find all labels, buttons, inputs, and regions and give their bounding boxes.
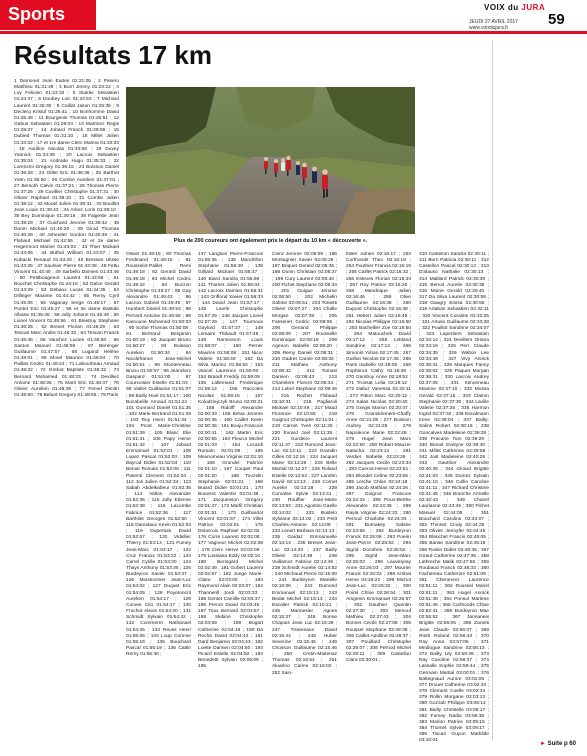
runners-photo <box>126 87 415 234</box>
section-title: Sports <box>8 4 66 24</box>
results-column-2: Olivier 01:49:15 ; 80 Thomas Ferdinand 01:49:15 ; 81 Rousselot-Paillet Remi 01:49:18 ; 82 Gerard David 01:49:18 ; 83 Michel Cedric 01:49:22 ; 84 Buzzon Christophe 01:49:27 ; 85 Gay Alexandre 01:49:43 ; 86 Lacroix Gabriel 01:49:49 ; 87 Humbert Daniel 01:49:53 ; 88 Perrard Antoine 01:49:56 ; 89 Kamoune Mohamed 01:50:03 ; 90 Sorbe Thomas 01:50:08 ; 91 Bertrand Benjamin 01:50:19 ; 92 Jacquet Bruno 01:50:27 ; 93 Boisson Aurelien 01:50:34 ; 94 Nicolefrance Jean-Michel 01:50:51 ; 95 Montenneau Bruno 01:50:57 ; 96 Jeanclerc Gaspard 01:51:00 ; 97 Courvoisier Estelle 01:51:03 ; 98 Viallet Guillaume 01:51:07 ; 99 Bailly Noel 01:51:17 ; 100 Bocabeille Arnaud 01:51:21 ; 101 Gonnard Daniel 01:51:25 ; 102 Marie Bertrand 01:51:28 ; 103 Roy Henri 01:51:34 ; 104 Prost Marie-Christine 01:51:39 ; 105 Blanc Elie 01:51:41 ; 106 Papy Herve 01:51:42 ; 107 Jobard Emmanuel 01:52:01 ; 108 Lopez Pascal 01:52:03 ; 109 Bayrod Didier 01:52:04 ; 110 Benoit Romain 01:52:06 ; 111 Pasenti Clement 01:52:04 ; 112 Jos Julien 01:52:34 ; 113 Sabah Abdelkabeur 01:52:35 ; 114 Vallon Alexandre 01:52:36 ; 115 Jully Etienne 01:52:38 ; 116 Lacombe Fabrice 01:52:36 ; 117 Barthilet Georges 01:52:50 ; 118 Damidaux Kevin 01:52:53 ; 119 Dupertuis David 01:52:57 ; 120 Vidallier Thierry 01:53:13 ; 121 Fumey Jean-Marc 01:53:17 ; 122 Cruz Francis 01:53:22 ; 123 Carrel Cyrille 01:53:30 ; 124 Thays Anthony 01:53:35 ; 125 Burdeyron Xavier 01:53:37 ; 126 Moissonnier Jean-Luc 01:54:02 ; 127 Duquet Eric 01:54:05 ; 128 Poyetoncrit Aurelien 01:54:17 ; 129 Corvee Cilo 01:54:17 ; 130 Frochot Alexis 01:54:20 ; 131 Schmidt Sylvain 01:54:42 ; 132 Commeret Nathanael 01:54:45 ; 133 Reuss Henri 01:55:05 ; 134 Loup Corinne 01:55:19 ; 135 Bouchard Pascal 01:55:19 ; 136 Cattin Remy 01:55:30 ; <box>126 252 191 658</box>
logo-sep: du <box>507 3 519 12</box>
header-rule <box>0 31 587 34</box>
logo-main: VOIX <box>484 3 506 12</box>
results-column-7 <box>496 40 576 737</box>
results-column-3: 137 Langlois Pierre-Francois 01:55:35 ; 138 Mandrillon Stephane 01:55:40 ; 139 Gilliard Mickael 01:55:47 ; 140 Biard Sandra 01:55:59 ; 141 Thomet Julien 01:56:04 ; 142 Lacroix Damien 01:56:31 ; 143 Griffond Xavier 01:56:33 ; 144 David Jean 01:57:17 ; 145 Lavrle Christophe 01:57:29 ; 146 Jacquin Lionel 01:57:29 ; 147 Tournoux Gaylord 01:57:37 ; 148 Lemaire Thibault 01:57:45 ; 149 Rameonon Louis 01:58:07 ; 150 Perrier Maurice 01:58:08 ; 151 Nicor Valerie 01:58:49 ; 152 Da Silva Marino 01:58:52 ; 153 Vancel Laurence 01:59:00 ; 154 Brandt Freddy 01:59:09 ; 155 Lallemand Frederique 01:59:12 ; 156 Raccoles Nicolas 01:59:15 ; 157 Kolodziejczyk Bruno 02:00:21 ; 158 Ridolff Alexandre 02:00:33 ; 159 Belva Jerome 02:00:35 ; 160 Caillet Kevin 02:00:36 ; 161 Bouju Francois 02:00:41 ; 162 Martin Eric 02:00:55 ; 163 Fleurot Michel 02:01:03 ; 164 Locardi Romain 02:01:09 ; 165 Meunomeau Virginie 02:01:10 ; 166 Grundel Fabrice 02:01:10 ; 167 Coupet Paul 02:01:20 ; 168 Touzelin Stephanie 02:01:21 ; 169 Buiard Didier 02:01:21 ; 170 Bouvent Valentin 02:01:38 ; 171 Jacquesson Gregory 02:01:47 ; 172 Marfil Christian 02:01:51 ; 173 Guilbardot Vincent 02:01:57 ; 174 Villet Patrice 02:02:01 ; 175 Delacroix Raphael 02:02:02 ; 176 Corre Laurent 02:02:08 ; 177 Vagneur Michel 02:02:08 ; 178 Clerc Herve 02:02:09 ; 179 Lussiana Eddy 02:02:10 ; 180 Beringard Michel 02:02:49 ; 181 Gobert Laurent 02:02:57 ; 182 Junge Marie-Claire 02:03:00 ; 183 Raymond Alain 02:03:07 ; 184 Thannerill Jordi 02:03:33 ; 185 Gentet Camille 02:03:37 ; 186 Pernot David 02:03:45 ; 187 Toux Bernard 02:03:57 ; 188 Skibine Christophe 02:03:59 ; 189 Bogart Catherine 02:04:18 ; 190 Da Rocha David 02:04:43 ; 191 Dard Benjamin 02:04:43 ; 192 Loette Damien 02:04:50 ; 193 Picard Estelle 02:04:52 ; 194 Benedetti Sylvain 02:05:09 ; 195 <box>198 252 263 670</box>
runners-photo-illustration <box>126 87 415 234</box>
column-divider <box>492 40 493 740</box>
headline: Résultats 17 km <box>14 40 212 70</box>
photo-caption: Plus de 200 coureurs ont également pris le départ du 10 km « découverte ». <box>173 238 368 244</box>
page-header <box>0 0 587 36</box>
play-arrow-icon: ► <box>540 741 546 747</box>
results-column-6: 310 Castellon Sandra 02:30:11 ; 311 Burri Patricia 02:30:11 ; 312 Castellon Pascal 02:30:12 ; 313 D'alauso Nathalie 02:30:13 ; 314 Maillard Patrick 02:30:30 ; 315 Benoit Aurelie 02:30:35 ; 316 Moine Gerald 02:30:40 ; 317 Da Silva Laurent 02:30:58 ; 318 Gaugry Eloisa 02:30:55 ; 319 Artaban Sebastien 02:32:11 ; 320 Vincent Coraline 02:32:25 ; 321 Artuso Guillaume 02:33:28 ; 322 Pouillot Sandrine 02:34:07 ; 323 Lapertiers Sebastien 02:34:14 ; 324 Devillers Oriana 02:34:15 ; 325 Perr Claude 02:34:35 ; 326 Walton Lee 02:34:48 ; 327 Vivy Annick 02:35:31 ; 328 Marques Fanny 02:36:02 ; 329 Paquet Morgan 02:36:31 ; 330 Lacroix Audrey 02:37:05 ; 331 Simonneau Maxime 02:37:10 ; 332 Mossa Gerald 02:37:15 ; 333 Clairon Stephanie 02:37:30 ; 334 Laville Valerie 02:37:25 ; 335 Harmon Ingrid 02:37:32 ; 336 Escalmann Irene 02:38:04 ; 337 Bailly-Salins Robert 02:38:16 ; 338 Goncalves Madeleine 02:39:28 ; 339 Pracarie Tom 02:39:29 ; 340 Benoit Evelyne 02:39:40 ; 341 Millet Catherine 02:39:58 ; 342 Jost Madeleine 02:40:25 ; 343 Gauthier Alexandre 02:40:35 ; 344 Giraud Brigitte 02:41:03 ; 345 Dumez Sylvain 02:41:10 ; 346 Collin Caroline 02:41:11 ; 347 Richard Christine 02:41:45 ; 348 Branche Armelle 02:42:43 ; 349 Chanel Laurianne 02:43:45 ; 350 Pichet Manuel 02:44:05 ; 351 Bouchard Caroline 02:44:07 ; 352 Thinnet Cindy 02:44:25 ; 353 Olivier Jennyfer 02:44:45 ; 354 Blanchet Francis 02:45:05 ; 355 Banse Sandrine 02:45:15 ; 356 Rosier Didier 02:46:35 ; 357 Girard Catherine 02:47:39 ; 358 Lathreche Malik 02:47:55 ; 359 Roubaud Franck 02:48:33 ; 360 Fachereau Catherine 02:51:09 ; 361 Chenevrez Laurence 02:51:11 ; 362 Roussel Mariel 02:51:11 ; 363 Hugel Annick 02:51:38 ; 364 Ponsot Marlene 02:51:45 ; 365 Corthonds Chloe 02:52:41 ; 366 Burdeyron Mae 02:55:52 ; 367 Jannaneix Brigitte 02:56:05 ; 368 Zanetti Jean Claude 02:56:37 ; 369 Rieth Roland 02:56:43 ; 370 Ray Anna 02:57:06 ; 371 Medlogue Sandrine 02:58:13 ; 372 Bailly Lily 02:58:36 ; 373 Ray Caroline 02:58:37 ; 374 Lassalle Sophie 02:59:44 ; 375 Germain Martial 03:00:01 ; 376 Battegnaud Aurore 03:01:05 ; 377 Drouet Catherine 03:02:34 ; 378 Clement Coelle 03:02:34 ; 379 Rollin Morgane 03:03:13 ; 380 Gozzati Philippe 03:06:14 ; 381 Bailly Christelle 03:06:17 ; 382 Fumey Nadia 03:06:38 ; 383 Marlon Patrice 03:09:15 ; 384 Thomet Sylvie 03:09:17 ; 385 Tiscari Guyon Mathilde 03:10:01 <box>419 252 489 744</box>
website-link[interactable]: www.voixdujura.fr <box>469 25 509 31</box>
results-column-1: 1 Demonet Jean Eudes 01:21:05 ; 2 Pasero Matthieu 01:21:49 ; 3 Burri Jimmy 01:23:22 ; 4 Loy Felicien 01:23:32 ; 5 Stukler Sebastien 01:24:37 ; 6 Doubey Loic 01:24:53 ; 7 Michard Laurent 01:25:30 ; 8 Caillat Jason 01:25:35 ; 9 Declerq Kristof 01:25:41 ; 10 Bonhomme David 01:25:46 ; 11 Bourgeois Thomas 01:26:51 ; 12 Gabus Sebastien 01:28:03 ; 13 Martinez Regis 01:28:27 ; 14 Jobard Franck 01:29:55 ; 15 Dubied Thomas 01:31:10 ; 16 Millet Julien 01:33:02 ; 17 et 1re dame Clerc Marina 01:33:03 ; 18 Aurillon Nicolas 01:33:58 ; 19 Duvey Yannick 01:34:36 ; 20 Lacroix Sebastien 01:35:04 ; 21 Andrade Hugo 01:35:33 ; 22 Lorenzini Gregory 01:36:15 ; 23 Boisson Daniel 01:36:28 ; 24 Gillet Eric 01:36:36 ; 25 Barthet Yann 01:36:50 ; 26 Combe Aurelien 01:37:01 ; 27 Bersoth Calvin 01:37:21 ; 28 Thomas Pierre 01:37:25 ; 29 Cuvillier Christophe 01:37:31 ; 30 Olivier Raphael 01:38:10 ; 31 Combe Julien 01:38:12 ; 32 Mouel Julien 01:38:31 ; 33 Bouillet Jean Louis 01:38:43 ; 34 Arbez Loris 01:39:10 ; 35 Bey Dominique 01:39:16 ; 36 Faigeste Jean 01:39:29 ; 37 Guichard Jerome 01:39:42 ; 38 Donin Michael 01:40:20 ; 39 Girod Thomas 01:40:26 ; 40 Joheutier Gordon 01:40:46 ; 41 Flahaut Michael 01:42:55 ; 42 et 2e dame Hegermont Marine 01:43:02 ; 43 Thier Mickael 01:43:06 ; 44 Buthal William 01:43:07 ; 45 Kubacki Renaud 01:43:20 ; 46 Bressan Ulisse 01:43:25 ; 47 Saulnier Pierre 01:43:38 ; 48 Fettu Vincent 01:43:40 ; 49 Sarbello Damien 01:43:46 ; 50 Petitbougenot Laurent 01:43:55 ; 51 Bouchet Christophe 01:44:16 ; 52 Dalce Gerald 01:44:29 ; 53 Debaux Lucas 01:44:35 ; 54 Dillinger Maxime 01:44:42 ; 55 Remy Cyril 01:45:05 ; 56 Vaganay Serge 01:45:17 ; 57 Pontet Eric 01:45:27 ; 58 et 3e dame Bastide Albane 01:45:45 ; 59 Jolly Johann 01:45:49 ; 60 Lionel Vincent 01:45:56 ; 61 Binetruy Stephane 01:46:25 ; 62 Brevet Florian 01:46:29 ; 63 Tescari Marc Andre 01:46:32 ; 64 Tescari Franck 01:46:46 ; 65 Vauchez Lucien 01:46:50 ; 66 Santos Manuel 01:46:59 ; 67 Berenger Guillaume 01:47:57 ; 68 Lugand Hélène 01:48:01 ; 69 Morel Maurice 01:48:04 ; 70 Paillas Cedric 01:48:24 ; 71 Labourbeau Arnaud 01:48:32 ; 72 Grebot Baptiste 01:48:32 ; 73 Bernard Mohamed 01:48:33 ; 74 Devilliez Antoine 01:48:36 ; 75 Marti Eric 01:48:37 ; 76 Olivier Aurelien 01:48:39 ; 77 Femel Dimitri 01:48:50 ; 78 Beluet Gregory 01:48:56 ; 79 Paris <box>14 79 119 398</box>
newspaper-logo <box>484 3 545 12</box>
issue-date: JEUDI 27 AVRIL 2017 <box>469 19 518 25</box>
page-number: 59 <box>548 11 565 28</box>
logo-accent: JURA <box>521 3 546 12</box>
section-tab <box>0 0 96 30</box>
results-column-5: thiller Adrien 02:16:17 ; 253 Corthonds Theo 02:16:18 ; 254 Pouthier Francis 02:16:19 ; 255 Caillet Patrick 02:16:32 ; 256 Esteves Florian 02:16:33 ; 257 Roy Patrice 02:16:25 ; 258 Mandrique Julien 02:16:46 ; 259 Olive Guillaume 02:16:48 ; 260 Dupont Christophe 02:16:49 ; 261 Hebert Julien 02:16:49 ; 262 Nicolas Philippe 02:16:50 ; 263 Bachellier Zoe 02:16:50 ; 264 Matouchek David 02:17:12 ; 265 Lebland Sandrine 02:17:12 ; 266 Simonin Yohan 02:17:45 ; 267 Guillon Nicolas 02:17:45 ; 268 Paris Isabelle 02:18:08 ; 269 Rophenot Cathy 02:18:38 ; 270 Gamboy Anne 02:18:52 ; 271 Trossat Lelia 02:19:12 ; 272 Dalloz Vanessa 02:20:11 ; 273 Pitton Marc 02:20:12 ; 274 Salas Nicolas 02:20:40 ; 275 Gregis Marion 02:20:47 ; 276 Grandclement-Chaffy Anne 02:21:05 ; 277 Boisson Audrey 02:21:28 ; 278 Napoleone Marie 02:22:48 ; 279 Hugel Jean Marc 02:22:50 ; 280 Robert-Mauzer Natacha 02:23:14 ; 281 Verdier Isabelle 02:23:26 ; 282 Jacques Cecile 02:23:33 ; 283 Cuenot Herve 02:23:51 ; 284 Blondel Celine 02:23:56 ; 285 Lerche Chloe 02:24:18 ; 286 Jacob Mathias 02:24:26 ; 287 Guignot Francois 02:24:34 ; 288 Poux-Berthe Alexandre 02:24:38 ; 289 Rayla Virginie 02:24:33 ; 290 Pernod Charlotte 02:24:33 ; 291 Burnakey Sabine 02:24:56 ; 292 Burdeyron Franck 02:25:08 ; 293 Poerin Jean-Pierre 02:25:52 ; 294 Sigrid Dorothee 02:25:52 ; 295 Sigrid Jean-Marc 02:26:03 ; 296 Lauverjeay Anne 02:26:03 ; 297 Mourier Franck 02:26:22 ; 298 Arribat Herve 02:26:22 ; 299 Michot Jean-Luc 02:26:32 ; 300 Poirel Chloe 02:26:54 ; 301 Amgenin Emmanuel 02:26:57 ; 302 Gauthier Quentin 02:27:30 ; 303 Menouf Mathieu 02:27:43 ; 304 Bonnet Cecile 02:27:58 ; 305 Roussel Stephane 02:28:36 ; 306 Caillet Apolline 02:28:37 ; 307 Pouillard Christophe 02:29:07 ; 308 Pernod Michel 02:29:11 ; 309 Castellon Clara 02:30:01 ; <box>346 252 411 664</box>
continued-link[interactable] <box>540 741 576 747</box>
results-column-4: Clerd Jerome 02:05:09 ; 196 Montagnier Xavier 02:05:29 ; 197 Briquet Gerard 02:05:36 ; 198 Donin Christian 02:05:37 ; 199 Cury Laurent 02:05:40 ; 200 Fichet Stephane 02:06:34 ; 201 Guigue Jerome 02:06:50 ; 202 Michelin Sabine 02:06:51 ; 203 Tonietti Olivier 02:07:27 ; 204 Challe Morgan 02:07:38 ; 205 Fassenet Cedric 02:08:05 ; 206 Genand Philippe 02:08:09 ; 207 Rousselle Dominique 02:08:16 ; 208 Agenon Isabelle 02:08:20 ; 209 Remy Daniel 02:08:31 ; 210 Gadret Carole 02:08:32 ; 211 Mathieu Anthony 02:08:42 ; 212 Tomasi Damien 02:08:43 ; 213 Chanelere Florent 02:09:34 ; 214 Lebel Stephane 02:09:46 ; 215 Rochet Thibaud 02:10:31 ; 216 Pagliaroli Mickael 02:10:49 ; 217 Maud Florence 02:10:56 ; 218 Guignot Christophe 02:11:01 ; 219 Carnet Yves 02:11:25 ; 220 Evrard Joel 02:11:35 ; 221 Gordeiro Laurent 02:11:37 ; 222 Rumond Jean-Luc 02:12:11 ; 223 Grandin Gilles 02:12:16 ; 224 Jacquet Marie 02:12:26 ; 225 Belle Martial 02:12:27 ; 226 Roland Estelle 02:12:53 ; 227 Landrin David 02:13:13 ; 228 Cornet Aurelie 02:13:18 ; 229 Corvalan Sylvie 02:13:41 ; 230 Rouffier Jean-Marie 02:13:53 ; 231 Agostini Gaelle 02:14:02 ; 232 Bustelo Sylviane 02:14:02 ; 233 Petit Charles-Antoine 02:14:09 ; 234 Lenert Barbara 02:14:13 ; 235 Gaidaz Emmanuelle 02:14:14 ; 236 Brenet Jean-Luc 02:14:33 ; 237 Bailly Olivier 02:14:38 ; 238 Vuillamoz Fabrice 02:14:46 ; 239 Schmidt Aurelie 02:14:52 ; 240 Michaud Pierre 02:15:00 ; 241 Burdeyron Marielle 02:15:06 ; 242 Dumond Emmanuel 02:15:13 ; 243 Bedat Michel 02:15:13 ; 244 Escalier Patrick 02:15:21 ; 245 Mannesier Agnes 02:15:27 ; 246 Bonne Chapuis Jean Luc 02:15:28 ; 247 Tissereaux David 02:15:44 ; 248 Huber Severine 02:15:45 ; 249 Chosson Guillaume 02:15:46 ; 250 Cretin-Maitenaz Thomas 02:15:54 ; 251 Aluarino Carine 02:16:02 ; 252 Sain- <box>272 252 337 676</box>
continued-label: Suite p 60 <box>547 741 576 747</box>
